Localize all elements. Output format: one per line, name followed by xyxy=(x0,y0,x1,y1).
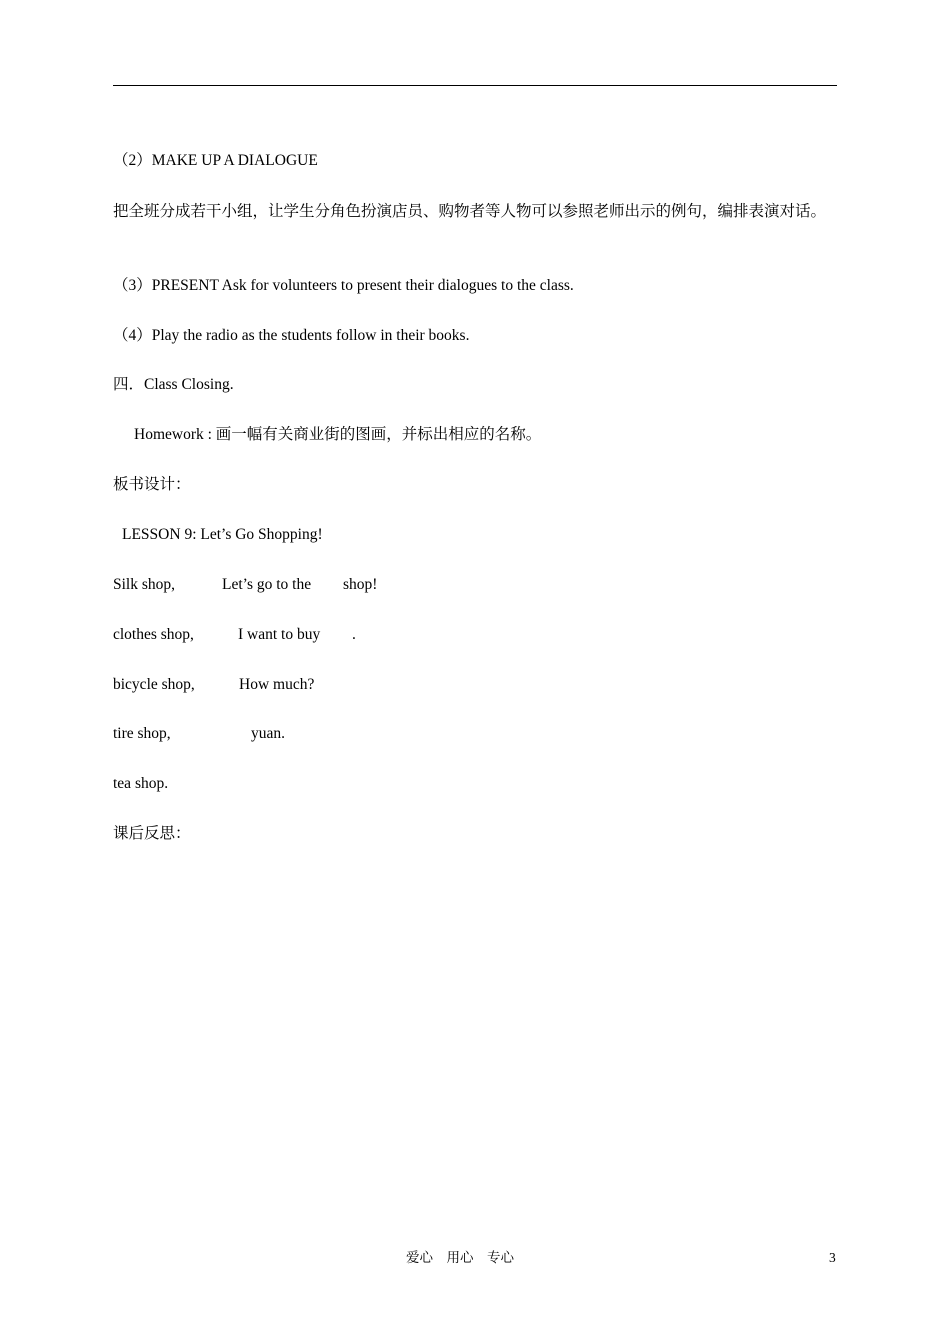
board-design-label: 板书设计： xyxy=(113,476,191,493)
board-phrase-how-much: How much? xyxy=(239,676,315,693)
page-number: 3 xyxy=(829,1250,836,1265)
header-rule xyxy=(113,85,837,86)
board-shop-blank-word: shop! xyxy=(343,576,378,593)
reflection-label: 课后反思： xyxy=(113,825,191,842)
homework-line: Homework : 画一幅有关商业街的图画，并标出相应的名称。 xyxy=(134,426,542,443)
group-instruction-paragraph: 把全班分成若干小组，让学生分角色扮演店员、购物者等人物可以参照老师出示的例句，编排表演对话。 xyxy=(113,203,827,220)
class-closing-heading: 四．Class Closing. xyxy=(113,376,234,393)
board-yuan: yuan. xyxy=(251,725,286,742)
board-shop-tire: tire shop, xyxy=(113,725,171,742)
board-period-blank: . xyxy=(352,626,356,643)
board-phrase-go-to: Let’s go to the xyxy=(222,576,312,593)
board-shop-tea: tea shop. xyxy=(113,775,169,792)
board-shop-bicycle: bicycle shop, xyxy=(113,676,195,693)
board-shop-clothes: clothes shop, xyxy=(113,626,194,643)
section-play-radio: （4）Play the radio as the students follow in their books. xyxy=(113,327,470,344)
footer-center-text: 爱心 用心 专心 xyxy=(406,1250,514,1265)
section-present: （3）PRESENT Ask for volunteers to present their dialogues to the class. xyxy=(113,277,574,294)
board-shop-silk: Silk shop, xyxy=(113,576,176,593)
section-make-up-dialogue: （2）MAKE UP A DIALOGUE xyxy=(113,152,318,169)
lesson-title: LESSON 9: Let’s Go Shopping! xyxy=(122,526,323,543)
board-phrase-want-to-buy: I want to buy xyxy=(238,626,321,643)
